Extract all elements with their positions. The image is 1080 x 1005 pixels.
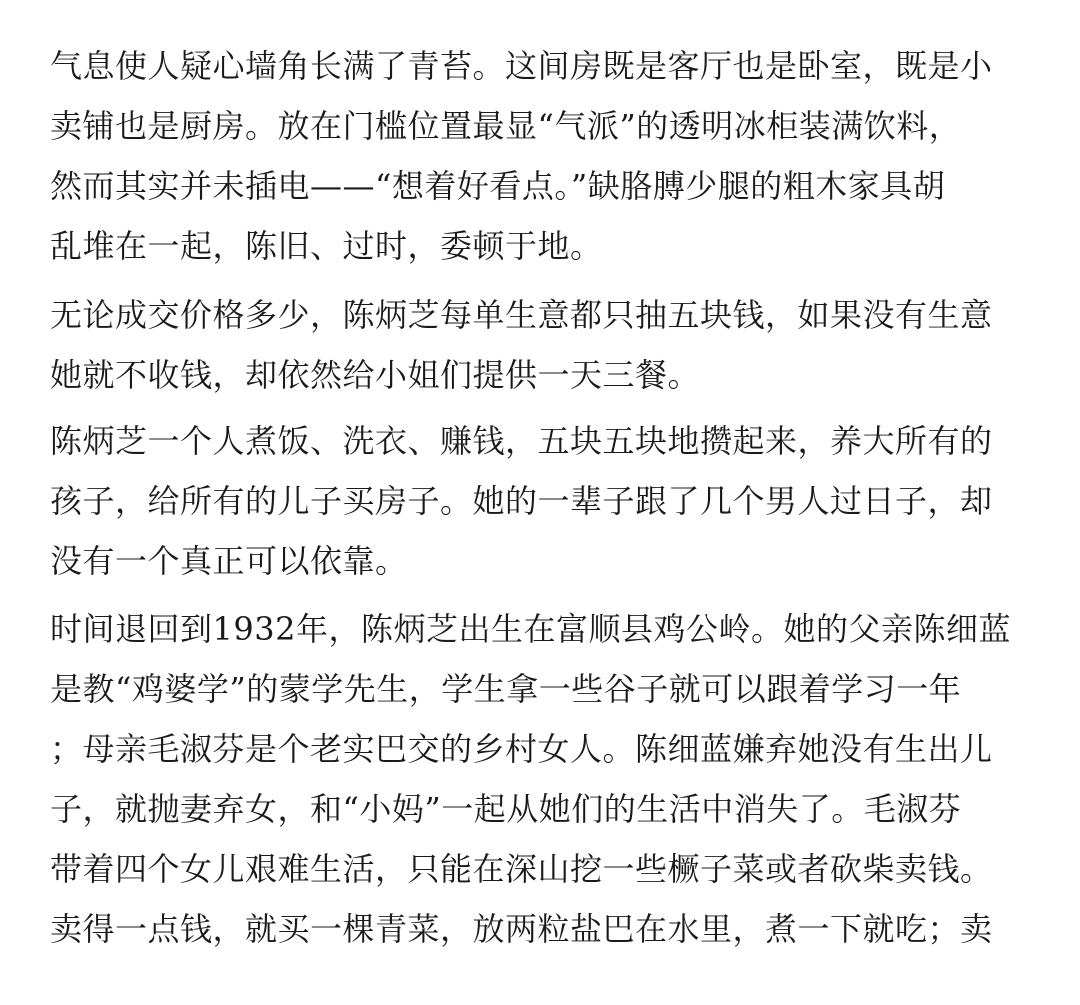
text-line: ；母亲毛淑芬是个老实巴交的乡村女人。陈细蓝嫌弃她没有生出儿 xyxy=(50,730,993,768)
text-line: 孩子，给所有的儿子买房子。她的一辈子跟了几个男人过日子，却 xyxy=(50,482,993,520)
text-line: 卖铺也是厨房。放在门槛位置最显“气派”的透明冰柜装满饮料， xyxy=(50,107,962,145)
text-line: 时间退回到1932年，陈炳芝出生在富顺县鸡公岭。她的父亲陈细蓝 xyxy=(50,610,1011,648)
paragraph-4 xyxy=(50,599,1030,959)
paragraph-2 xyxy=(50,285,1030,405)
text-line: 带着四个女儿艰难生活，只能在深山挖一些橛子菜或者砍柴卖钱。 xyxy=(50,850,993,888)
text-line: 子，就抛妻弃女，和“小妈”一起从她们的生活中消失了。毛淑芬 xyxy=(50,790,962,828)
text-line: 她就不收钱，却依然给小姐们提供一天三餐。 xyxy=(50,356,701,394)
text-line: 然而其实并未插电——“想着好看点。”缺胳膊少腿的粗木家具胡 xyxy=(50,167,946,205)
text-line: 无论成交价格多少，陈炳芝每单生意都只抽五块钱，如果没有生意 xyxy=(50,296,993,334)
text-line: 是教“鸡婆学”的蒙学先生，学生拿一些谷子就可以跟着学习一年 xyxy=(50,670,962,708)
text-line: 没有一个真正可以依靠。 xyxy=(50,542,408,580)
paragraph-1 xyxy=(50,36,1030,276)
paragraph-3 xyxy=(50,411,1030,591)
text-line: 卖得一点钱，就买一棵青菜，放两粒盐巴在水里，煮一下就吃；卖 xyxy=(50,910,993,948)
text-line: 乱堆在一起，陈旧、过时，委顿于地。 xyxy=(50,227,603,265)
text-line: 气息使人疑心墙角长满了青苔。这间房既是客厅也是卧室，既是小 xyxy=(50,47,993,85)
text-line: 陈炳芝一个人煮饭、洗衣、赚钱，五块五块地攒起来，养大所有的 xyxy=(50,422,993,460)
